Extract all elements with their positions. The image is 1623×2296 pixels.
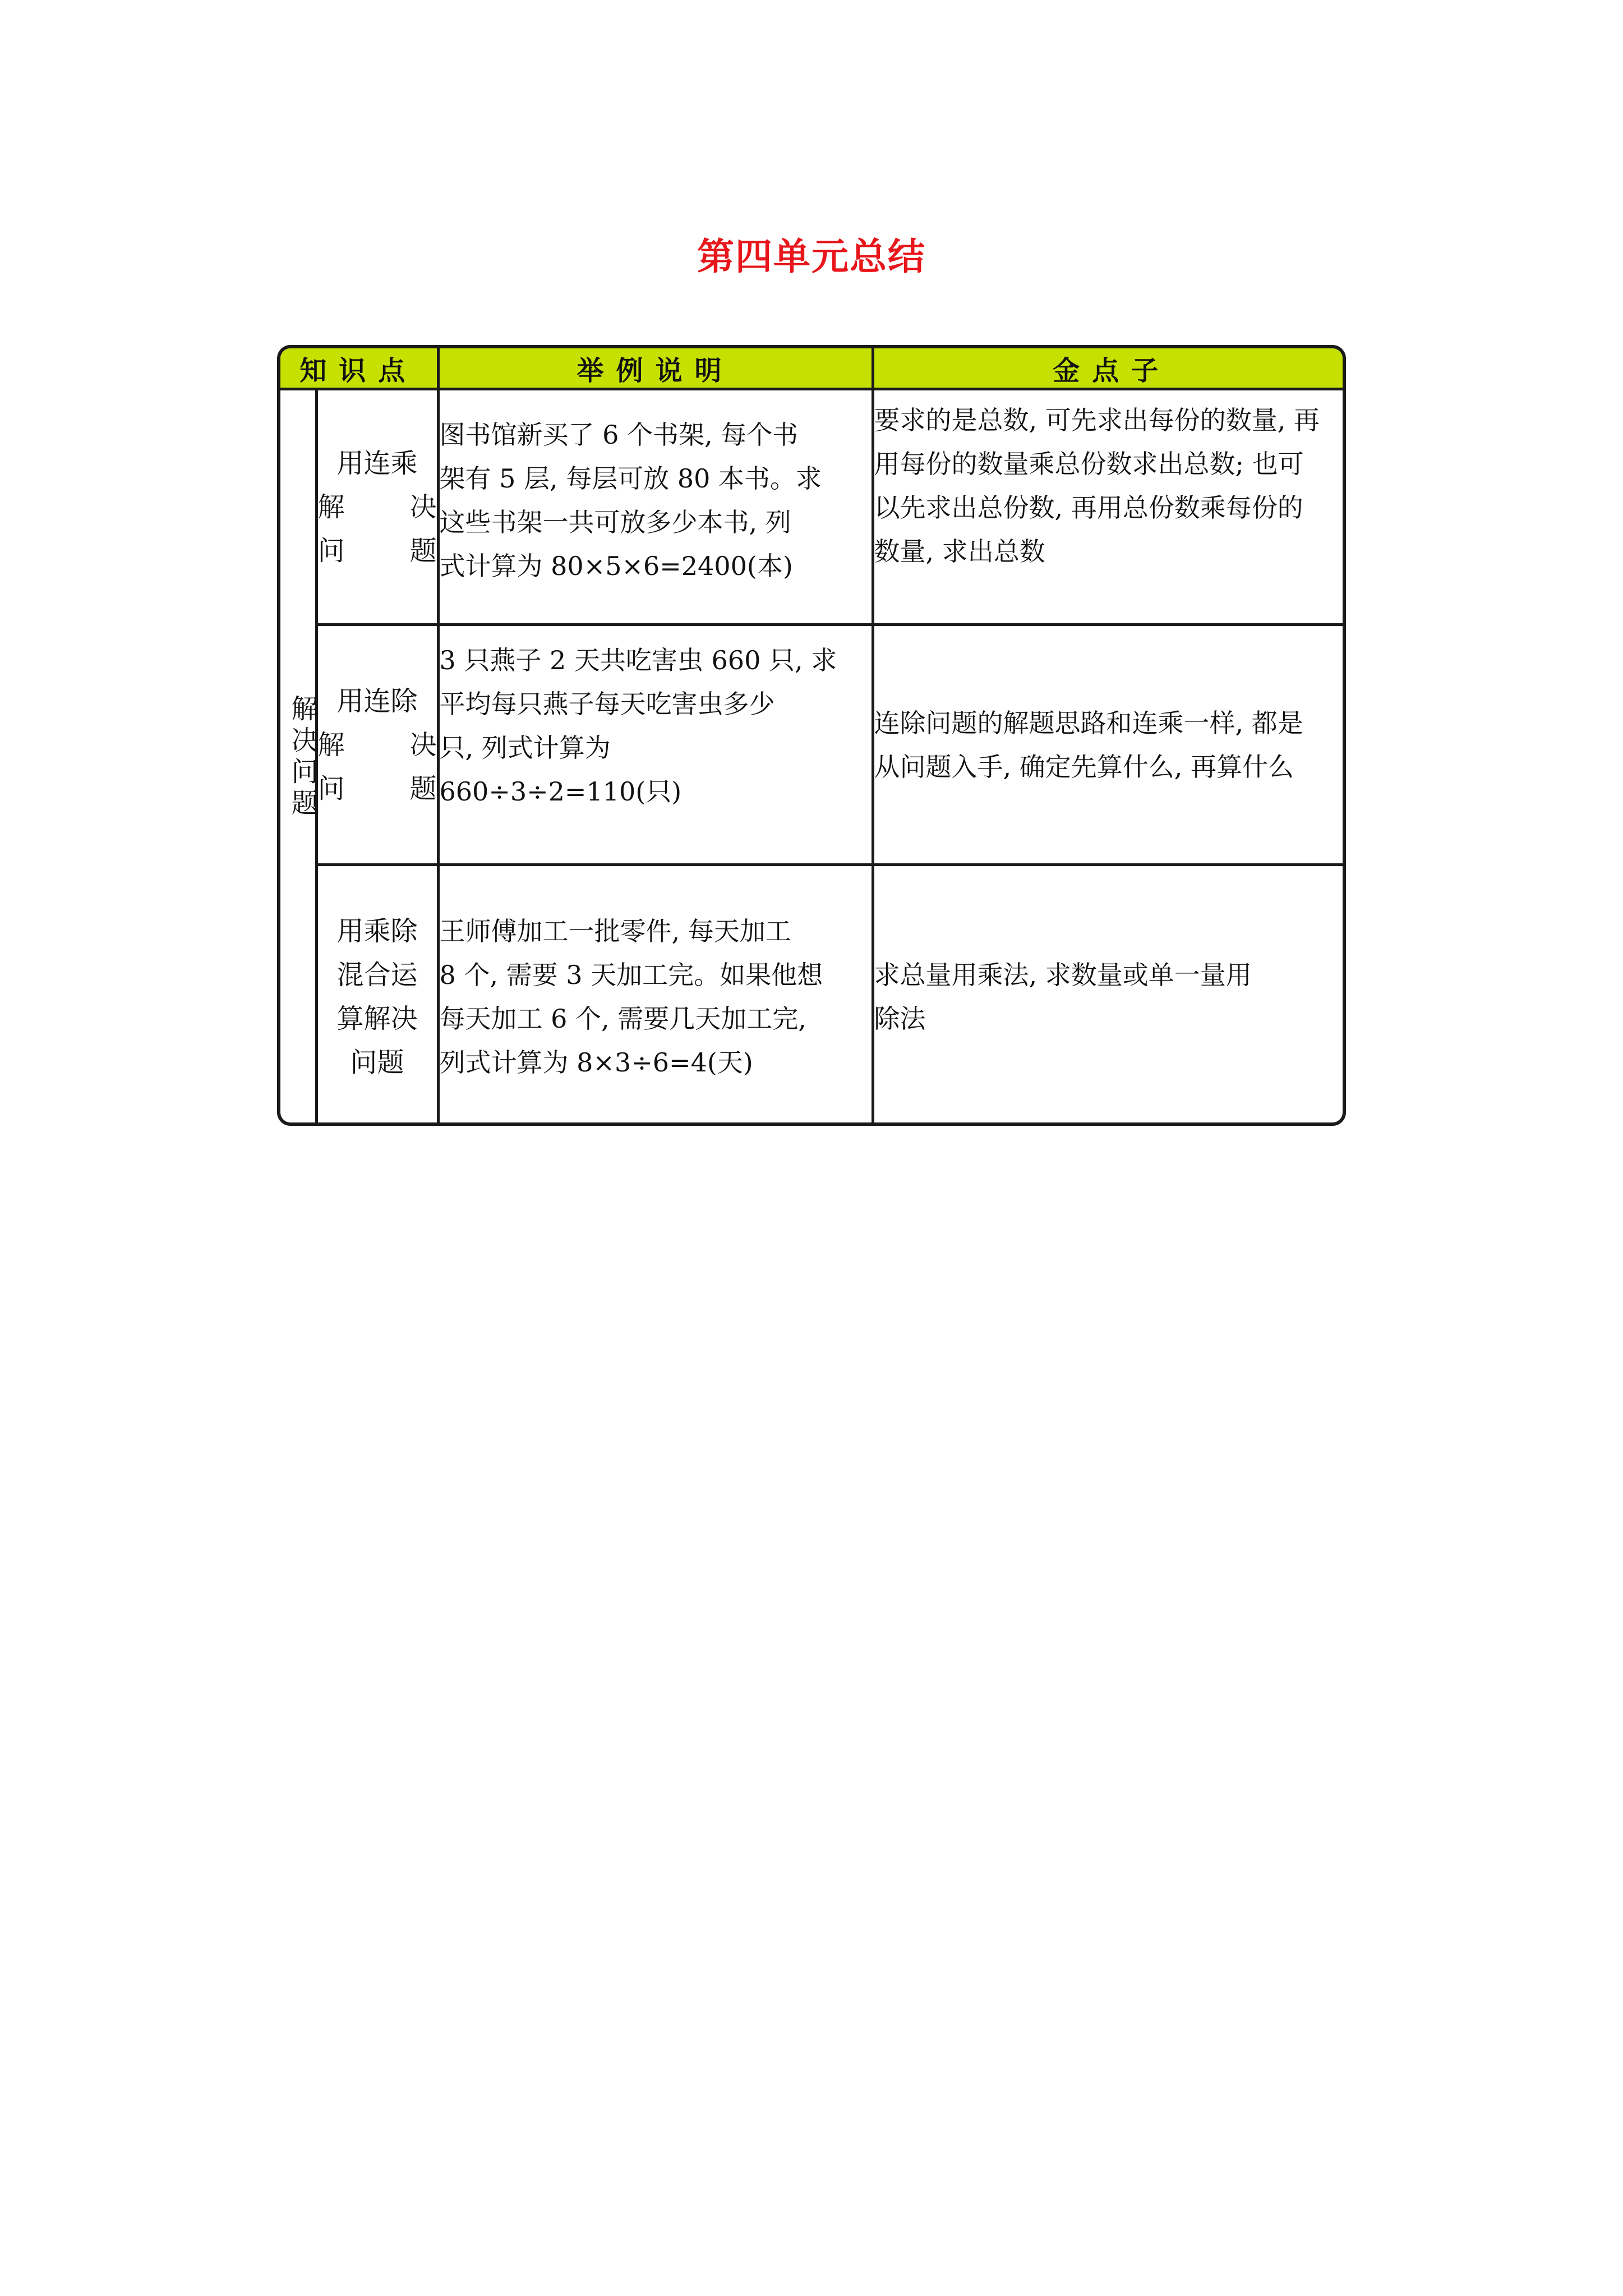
example-cell — [438, 865, 873, 1126]
table-header-row — [280, 348, 1346, 389]
topic-char: 解 — [317, 729, 345, 761]
topic-line: 用连除 — [336, 685, 418, 717]
tip-line: 数量, 求出总数 — [874, 536, 1045, 567]
tip-cell — [873, 865, 1346, 1126]
topic-char: 决 — [409, 491, 437, 523]
table-row — [280, 389, 1346, 625]
topic-line: 用连乘 — [336, 447, 418, 479]
topic-cell — [316, 389, 438, 625]
table-row — [280, 865, 1346, 1126]
example-line: 列式计算为 8×3÷6=4(天) — [439, 1047, 753, 1078]
topic-line: 算解决 — [336, 1002, 418, 1034]
example-line: 3 只燕子 2 天共吃害虫 660 只, 求 — [439, 645, 837, 675]
category-label: 解决问题 — [287, 694, 318, 820]
topic-cell — [316, 625, 438, 865]
topic-line: 用乘除 — [336, 915, 418, 947]
example-line: 8 个, 需要 3 天加工完。如果他想 — [439, 959, 823, 990]
header-tip: 金点子 — [873, 348, 1346, 389]
topic-char: 问 — [317, 772, 345, 804]
example-line: 只, 列式计算为 — [439, 733, 611, 763]
example-line: 式计算为 80×5×6=2400(本) — [439, 551, 793, 581]
topic-char: 决 — [409, 729, 437, 761]
example-line: 平均每只燕子每天吃害虫多少 — [439, 689, 775, 719]
header-example: 举例说明 — [438, 348, 873, 389]
topic-char: 题 — [409, 772, 437, 804]
page-title: 第四单元总结 — [697, 234, 926, 278]
example-line: 660÷3÷2=110(只) — [439, 776, 682, 807]
tip-cell — [873, 625, 1346, 865]
tip-cell — [873, 389, 1346, 625]
example-line: 每天加工 6 个, 需要几天加工完, — [439, 1003, 806, 1034]
category-cell — [280, 389, 316, 1126]
tip-line: 从问题入手, 确定先算什么, 再算什么 — [874, 751, 1294, 782]
example-cell — [438, 389, 873, 625]
tip-line: 求总量用乘法, 求数量或单一量用 — [874, 959, 1252, 990]
example-cell — [438, 625, 873, 865]
example-line: 这些书架一共可放多少本书, 列 — [439, 507, 791, 537]
tip-line: 要求的是总数, 可先求出每份的数量, 再 — [874, 405, 1320, 435]
tip-line: 除法 — [874, 1003, 926, 1034]
summary-table — [277, 345, 1346, 1126]
topic-cell — [316, 865, 438, 1126]
tip-line: 用每份的数量乘总份数求出总数; 也可 — [874, 449, 1304, 479]
tip-line: 连除问题的解题思路和连乘一样, 都是 — [874, 707, 1303, 738]
example-line: 王师傅加工一批零件, 每天加工 — [439, 915, 791, 946]
example-line: 架有 5 层, 每层可放 80 本书。求 — [439, 463, 822, 494]
example-line: 图书馆新买了 6 个书架, 每个书 — [439, 420, 799, 450]
topic-line: 问题 — [350, 1046, 404, 1078]
topic-char: 问 — [317, 535, 345, 567]
topic-char: 题 — [409, 535, 437, 567]
header-knowledge: 知识点 — [280, 348, 438, 389]
topic-char: 解 — [317, 491, 345, 523]
topic-line: 混合运 — [336, 959, 418, 991]
table-row — [280, 625, 1346, 865]
tip-line: 以先求出总份数, 再用总份数乘每份的 — [874, 493, 1303, 523]
